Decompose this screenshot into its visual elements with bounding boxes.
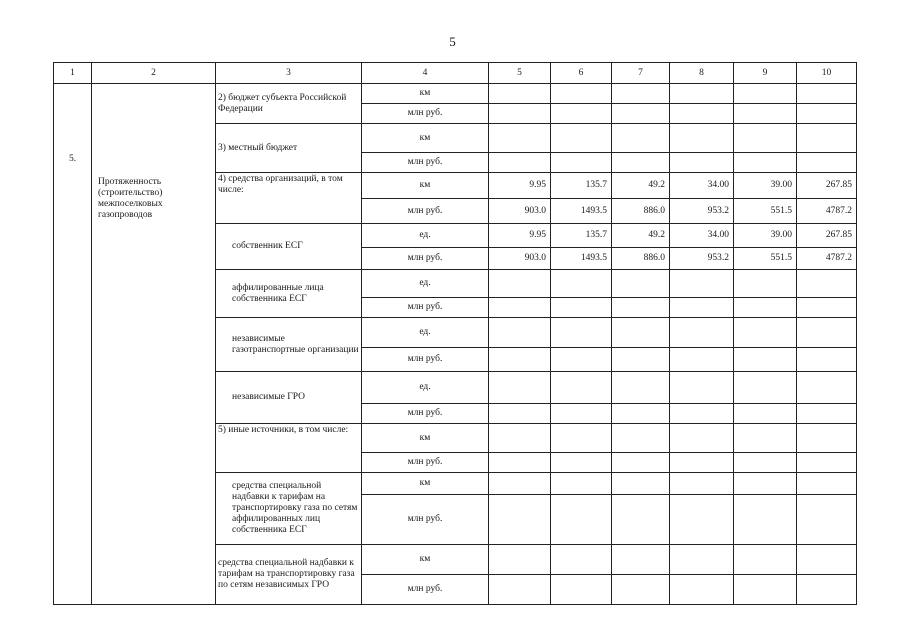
unit-cell: км [362,424,489,453]
value-cell [734,124,797,153]
value-cell [670,473,734,495]
source-label: аффилированные лица собственника ЕСГ [216,270,362,318]
value-cell: 135.7 [551,173,612,199]
value-cell [489,104,551,124]
value-cell [797,270,857,298]
value-cell [797,453,857,473]
column-header-2: 2 [92,63,216,84]
value-cell [551,124,612,153]
item-title: Протяженность (строительство) межпоселковых газопроводов [92,84,216,605]
value-cell [797,495,857,545]
value-cell [551,473,612,495]
value-cell [734,348,797,372]
value-cell [489,298,551,318]
value-cell [612,424,670,453]
value-cell [670,404,734,424]
value-cell [551,575,612,605]
unit-cell: ед. [362,270,489,298]
value-cell: 551.5 [734,248,797,270]
source-label: 5) иные источники, в том числе: [216,424,362,473]
value-cell [734,270,797,298]
value-cell [551,453,612,473]
value-cell: 903.0 [489,199,551,224]
unit-cell: км [362,473,489,495]
value-cell: 39.00 [734,224,797,248]
value-cell [489,473,551,495]
value-cell [670,575,734,605]
unit-cell: км [362,545,489,575]
source-label: независимые ГРО [216,372,362,424]
column-header-8: 8 [670,63,734,84]
value-cell [734,545,797,575]
source-label: средства специальной надбавки к тарифам на транспортировку газа по сетям аффилированных лиц собственника ЕСГ [216,473,362,545]
value-cell [734,318,797,348]
value-cell [734,453,797,473]
value-cell [670,424,734,453]
source-label: 4) средства организаций, в том числе: [216,173,362,224]
value-cell [489,348,551,372]
value-cell: 34.00 [670,224,734,248]
value-cell: 551.5 [734,199,797,224]
value-cell [551,372,612,404]
value-cell: 267.85 [797,224,857,248]
value-cell [797,84,857,104]
value-cell [612,473,670,495]
value-cell [551,298,612,318]
source-label: 3) местный бюджет [216,124,362,173]
value-cell [612,270,670,298]
column-header-9: 9 [734,63,797,84]
unit-cell: ед. [362,318,489,348]
value-cell: 34.00 [670,173,734,199]
value-cell [551,104,612,124]
value-cell [734,84,797,104]
value-cell [734,575,797,605]
value-cell [670,124,734,153]
value-cell: 9.95 [489,173,551,199]
value-cell [489,318,551,348]
value-cell [612,153,670,173]
column-header-7: 7 [612,63,670,84]
value-cell [489,372,551,404]
investment-table [53,62,857,605]
unit-cell: млн руб. [362,199,489,224]
value-cell [612,348,670,372]
unit-cell: км [362,84,489,104]
value-cell [797,104,857,124]
column-header-5: 5 [489,63,551,84]
value-cell [551,495,612,545]
value-cell [797,404,857,424]
value-cell [489,124,551,153]
value-cell [670,270,734,298]
value-cell: 9.95 [489,224,551,248]
value-cell [612,372,670,404]
unit-cell: млн руб. [362,495,489,545]
value-cell [489,575,551,605]
unit-cell: млн руб. [362,404,489,424]
unit-cell: млн руб. [362,348,489,372]
value-cell: 49.2 [612,224,670,248]
value-cell [670,545,734,575]
value-cell: 886.0 [612,248,670,270]
value-cell [670,348,734,372]
value-cell [551,348,612,372]
value-cell [670,372,734,404]
value-cell [734,153,797,173]
value-cell [489,84,551,104]
item-number: 5. [54,84,92,605]
value-cell [551,318,612,348]
value-cell [612,84,670,104]
value-cell [612,298,670,318]
column-header-10: 10 [797,63,857,84]
value-cell [551,545,612,575]
value-cell [734,372,797,404]
value-cell [734,404,797,424]
value-cell [489,545,551,575]
value-cell [797,575,857,605]
column-header-4: 4 [362,63,489,84]
value-cell [797,124,857,153]
value-cell [797,372,857,404]
value-cell: 903.0 [489,248,551,270]
value-cell [797,153,857,173]
value-cell [734,104,797,124]
value-cell [489,453,551,473]
unit-cell: ед. [362,224,489,248]
value-cell: 135.7 [551,224,612,248]
value-cell [612,104,670,124]
value-cell: 49.2 [612,173,670,199]
page-number: 5 [449,34,456,49]
value-cell [797,424,857,453]
value-cell [612,404,670,424]
value-cell [734,298,797,318]
value-cell [670,495,734,545]
unit-cell: ед. [362,372,489,404]
value-cell: 39.00 [734,173,797,199]
value-cell: 1493.5 [551,248,612,270]
value-cell: 953.2 [670,248,734,270]
header-row [54,63,857,84]
unit-cell: км [362,173,489,199]
source-label: средства специальной надбавки к тарифам на транспортировку газа по сетям независимых ГРО [216,545,362,605]
value-cell [670,318,734,348]
value-cell: 953.2 [670,199,734,224]
column-header-3: 3 [216,63,362,84]
value-cell: 267.85 [797,173,857,199]
unit-cell: млн руб. [362,248,489,270]
value-cell [612,545,670,575]
value-cell [734,495,797,545]
value-cell [551,424,612,453]
value-cell: 4787.2 [797,199,857,224]
unit-cell: млн руб. [362,575,489,605]
value-cell [612,453,670,473]
value-cell: 4787.2 [797,248,857,270]
unit-cell: млн руб. [362,453,489,473]
unit-cell: км [362,124,489,153]
value-cell [612,575,670,605]
source-label: собственник ЕСГ [216,224,362,270]
value-cell [489,270,551,298]
value-cell: 1493.5 [551,199,612,224]
value-cell [551,404,612,424]
value-cell [551,84,612,104]
column-header-1: 1 [54,63,92,84]
value-cell [612,495,670,545]
value-cell [797,545,857,575]
unit-cell: млн руб. [362,104,489,124]
source-label: 2) бюджет субъекта Российской Федерации [216,84,362,124]
value-cell: 886.0 [612,199,670,224]
value-cell [670,453,734,473]
value-cell [797,348,857,372]
value-cell [489,424,551,453]
value-cell [670,104,734,124]
value-cell [670,84,734,104]
value-cell [489,153,551,173]
value-cell [734,473,797,495]
value-cell [612,318,670,348]
value-cell [670,298,734,318]
unit-cell: млн руб. [362,153,489,173]
value-cell [797,318,857,348]
unit-cell: млн руб. [362,298,489,318]
value-cell [612,124,670,153]
value-cell [797,473,857,495]
table-row [54,84,857,104]
column-header-6: 6 [551,63,612,84]
value-cell [551,153,612,173]
value-cell [551,270,612,298]
value-cell [734,424,797,453]
value-cell [797,298,857,318]
source-label: независимые газотранспортные организации [216,318,362,372]
value-cell [489,495,551,545]
value-cell [489,404,551,424]
value-cell [670,153,734,173]
